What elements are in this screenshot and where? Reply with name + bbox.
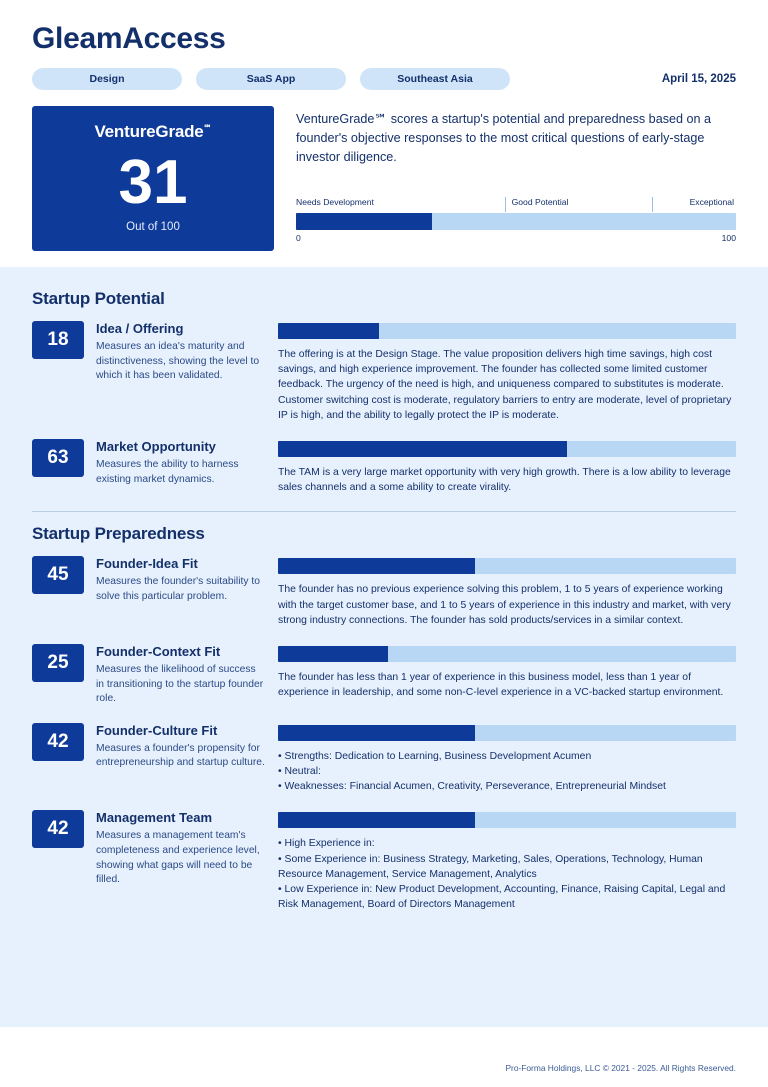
gauge-endpoints (296, 233, 736, 243)
tag-design: Design (32, 68, 182, 90)
gauge-max: 100 (721, 232, 736, 243)
gauge-segment-labels (296, 197, 736, 213)
metric-title: Management Team (96, 810, 213, 826)
metric-bar-fill (278, 725, 475, 741)
metric-description: Measures the founder's suitability to solve this particular problem. (96, 576, 260, 603)
score-summary (0, 90, 768, 251)
metric-bar-fill (278, 323, 379, 339)
metric-title: Market Opportunity (96, 439, 216, 455)
gauge-fill (296, 213, 432, 230)
metric-bar-fill (278, 812, 475, 828)
metric-score-badge: 18 (32, 321, 84, 359)
metric-detail-text: The founder has less than 1 year of experience in this business model, less than 1 year of experience in leadership, and some non-C-level experience in a VC-backed startup environment. (278, 671, 724, 699)
detail-line: • Neutral: (278, 765, 321, 777)
section-divider (32, 511, 736, 512)
venturegrade-scale: Out of 100 (126, 221, 180, 234)
tag-product-type: SaaS App (196, 68, 346, 90)
section-title-startup-preparedness: Startup Preparedness (32, 524, 205, 544)
metric-description: Measures the likelihood of success in transitioning to the startup founder role. (96, 663, 264, 705)
metric-bar-track (278, 646, 736, 662)
metric-detail-text: The offering is at the Design Stage. The value proposition delivers high time savings, high cost savings, and high experience improvement. The founder has collected some limited customer feedback. The urgency of the need is high, and uniqueness compared to substitutes is moderate. Customer switching cost is moderate, regulatory barriers to entry are moderate, level of proprietary IP is high, and the ability to legally protect the IP is moderate. (278, 349, 732, 421)
venturegrade-blurb: VentureGrade℠ scores a startup's potential and preparedness based on a founder's objective responses to the most critical questions of early-stage investor diligence. (296, 112, 712, 164)
metric-idea-offering (32, 321, 736, 423)
detail-line: • Strengths: Dedication to Learning, Business Development Acumen (278, 750, 592, 762)
gauge-label-needs-development: Needs Development (296, 196, 374, 207)
report-date: April 15, 2025 (661, 73, 736, 85)
metric-title: Founder-Culture Fit (96, 722, 218, 738)
metric-bar-track (278, 441, 736, 457)
metric-label-block (96, 556, 266, 628)
detail-line: • Weaknesses: Financial Acumen, Creativity, Perseverance, Entrepreneurial Mindset (278, 781, 666, 793)
score-explanation (296, 106, 736, 251)
gauge-label-good-potential: Good Potential (511, 196, 569, 207)
tag-region: Southeast Asia (360, 68, 510, 90)
metric-detail-block (278, 321, 736, 423)
metric-description: Measures an idea's maturity and distinctiveness, showing the level to which it has been validated. (96, 341, 260, 382)
detail-line: • Some Experience in: Business Strategy, Marketing, Sales, Operations, Technology, Human Resource Management, Service Management, Analytics (278, 853, 703, 880)
metric-detail-block (278, 723, 736, 795)
metric-market-opportunity (32, 439, 736, 495)
metric-description: Measures the ability to harness existing market dynamics. (96, 459, 239, 485)
venturegrade-label: VentureGrade℠ (94, 122, 212, 141)
metric-bar-track (278, 558, 736, 574)
metric-title: Idea / Offering (96, 321, 184, 337)
metric-label-block (96, 644, 266, 707)
metric-label-block (96, 723, 266, 795)
detail-line: • Low Experience in: New Product Development, Accounting, Finance, Raising Capital, Legal and Risk Management, Board of Directors Management (278, 883, 726, 911)
gauge-track (296, 213, 736, 230)
detail-line: • High Experience in: (278, 838, 375, 850)
metric-bar-track (278, 725, 736, 741)
gauge-min: 0 (296, 232, 301, 243)
metric-founder-culture-fit (32, 723, 736, 795)
service-mark-icon: ℠ (203, 123, 212, 133)
metric-bar-fill (278, 558, 475, 574)
metric-management-team (32, 810, 736, 912)
metric-bar-fill (278, 646, 388, 662)
metric-title: Founder-Context Fit (96, 643, 221, 659)
venturegrade-score: 31 (118, 148, 188, 217)
metric-label-block (96, 321, 266, 423)
overall-gauge (296, 197, 736, 243)
metric-detail-text (278, 749, 736, 795)
metric-bar-track (278, 323, 736, 339)
metric-label-block (96, 810, 266, 912)
metric-founder-idea-fit (32, 556, 736, 628)
gauge-label-exceptional: Exceptional (689, 196, 734, 207)
report-body (0, 267, 768, 1027)
tag-row (32, 68, 736, 90)
metric-detail-block (278, 556, 736, 628)
footer-copyright: Pro-Forma Holdings, LLC © 2021 - 2025. All Rights Reserved. (505, 1063, 736, 1073)
company-name: GleamAccess (32, 22, 226, 55)
metric-detail-text: The founder has no previous experience solving this problem, 1 to 5 years of experience working with the target customer base, and 1 to 5 years of experience in this industry and market, with very strong industry connections. The founder has sold products/services in a similar context. (278, 584, 731, 626)
metric-score-badge: 42 (32, 723, 84, 761)
metric-detail-text (278, 836, 736, 912)
metric-bar-track (278, 812, 736, 828)
metric-label-block (96, 439, 266, 495)
page-header (0, 0, 768, 90)
metric-description: Measures a founder's propensity for entrepreneurship and startup culture. (96, 742, 265, 769)
metric-bar-fill (278, 441, 567, 457)
metric-score-badge: 25 (32, 644, 84, 682)
metric-score-badge: 63 (32, 439, 84, 477)
metric-score-badge: 42 (32, 810, 84, 848)
section-title-startup-potential: Startup Potential (32, 289, 165, 309)
metric-detail-text: The TAM is a very large market opportunity with very high growth. There is a low ability to leverage sales channels and a some ability to create virality. (278, 467, 731, 494)
metric-detail-block (278, 810, 736, 912)
metric-title: Founder-Idea Fit (96, 556, 198, 572)
metric-detail-block (278, 644, 736, 707)
metric-description: Measures a management team's completeness and experience level, showing what gaps will need to be filled. (96, 830, 260, 886)
metric-detail-block (278, 439, 736, 495)
venturegrade-card (32, 106, 274, 251)
metric-score-badge: 45 (32, 556, 84, 594)
metric-founder-context-fit (32, 644, 736, 707)
